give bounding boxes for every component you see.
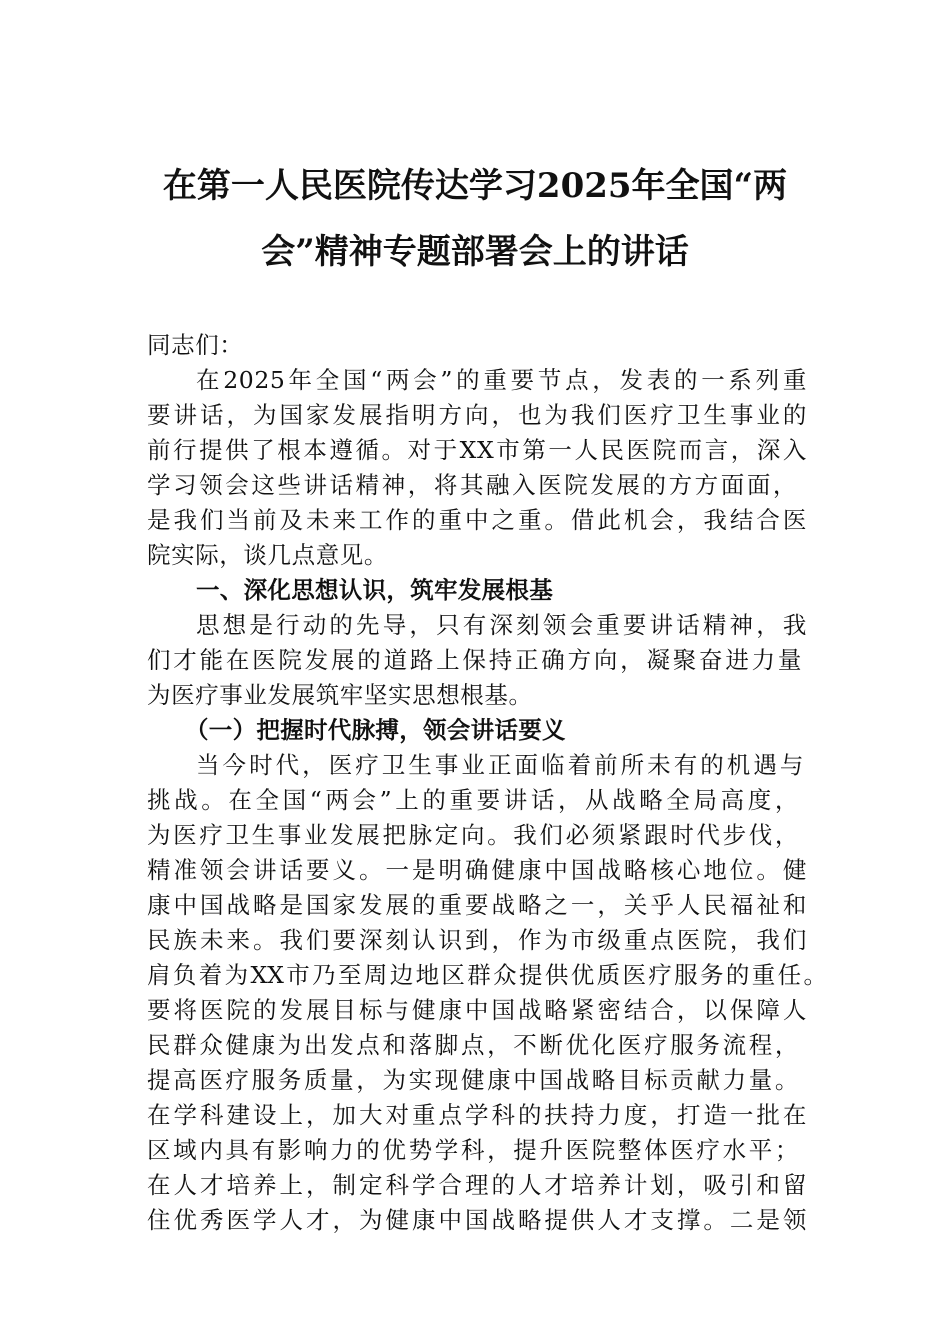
paragraph-line: 挑战。在全国“两会”上的重要讲话，从战略全局高度， bbox=[147, 786, 799, 814]
subsection-heading: （一）把握时代脉搏，领会讲话要义 bbox=[185, 716, 566, 744]
paragraph-line: 民群众健康为出发点和落脚点，不断优化医疗服务流程， bbox=[147, 1031, 799, 1059]
paragraph-line: 区域内具有影响力的优势学科，提升医院整体医疗水平； bbox=[147, 1136, 799, 1164]
document-title-line-1: 在第一人民医院传达学习2025年全国“两 bbox=[162, 166, 788, 206]
paragraph-line: 为医疗事业发展筑牢坚实思想根基。 bbox=[147, 681, 533, 709]
section-heading: 一、深化思想认识，筑牢发展根基 bbox=[196, 576, 553, 604]
paragraph-line: 提高医疗服务质量，为实现健康中国战略目标贡献力量。 bbox=[147, 1066, 799, 1094]
paragraph-line: 思想是行动的先导，只有深刻领会重要讲话精神，我 bbox=[196, 611, 807, 639]
paragraph-line: 当今时代，医疗卫生事业正面临着前所未有的机遇与 bbox=[196, 751, 804, 779]
salutation: 同志们： bbox=[147, 331, 244, 359]
paragraph-line: 在人才培养上，制定科学合理的人才培养计划，吸引和留 bbox=[147, 1171, 807, 1199]
paragraph-line: 要将医院的发展目标与健康中国战略紧密结合，以保障人 bbox=[147, 996, 807, 1024]
paragraph-line: 院实际，谈几点意见。 bbox=[147, 541, 388, 569]
paragraph-line: 前行提供了根本遵循。对于XX市第一人民医院而言，深入 bbox=[147, 436, 807, 464]
paragraph-line: 为医疗卫生事业发展把脉定向。我们必须紧跟时代步伐， bbox=[147, 821, 799, 849]
paragraph-line: 学习领会这些讲话精神，将其融入医院发展的方方面面， bbox=[147, 471, 797, 499]
paragraph-line: 康中国战略是国家发展的重要战略之一，关乎人民福祉和 bbox=[147, 891, 807, 919]
paragraph-line: 肩负着为XX市乃至周边地区群众提供优质医疗服务的重任。 bbox=[147, 961, 827, 989]
document-title-line-2: 会”精神专题部署会上的讲话 bbox=[261, 232, 689, 272]
paragraph-line: 住优秀医学人才，为健康中国战略提供人才支撑。二是领 bbox=[147, 1206, 807, 1234]
paragraph-line: 民族未来。我们要深刻认识到，作为市级重点医院，我们 bbox=[147, 926, 807, 954]
paragraph-line: 们才能在医院发展的道路上保持正确方向，凝聚奋进力量 bbox=[147, 646, 802, 674]
paragraph-line: 是我们当前及未来工作的重中之重。借此机会，我结合医 bbox=[147, 506, 807, 534]
paragraph-line: 精准领会讲话要义。一是明确健康中国战略核心地位。健 bbox=[147, 856, 807, 884]
paragraph-line: 在学科建设上，加大对重点学科的扶持力度，打造一批在 bbox=[147, 1101, 807, 1129]
paragraph-line: 要讲话，为国家发展指明方向，也为我们医疗卫生事业的 bbox=[147, 401, 807, 429]
paragraph-line: 在2025年全国“两会”的重要节点，发表的一系列重 bbox=[196, 366, 807, 394]
